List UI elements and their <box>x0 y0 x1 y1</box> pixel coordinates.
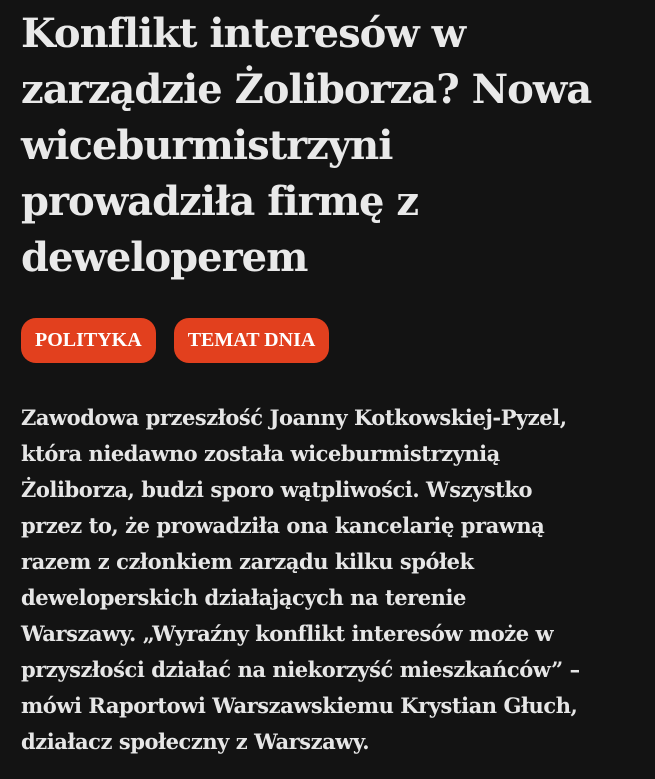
lead-line: działacz społeczny z Warszawy. <box>21 729 370 754</box>
title-line: Konflikt interesów w <box>21 10 466 57</box>
lead-line: deweloperskich działających na terenie <box>21 585 466 610</box>
lead-line: Warszawy. „Wyraźny konflikt interesów może w <box>21 621 554 646</box>
title-line: wiceburmistrzyni <box>21 122 393 169</box>
lead-line: przez to, że prowadziła ona kancelarię prawną <box>21 513 545 538</box>
lead-line: przyszłości działać na niekorzyść mieszkańców” – <box>21 657 580 682</box>
tag-polityka[interactable]: POLITYKA <box>21 318 156 363</box>
tag-temat-dnia[interactable]: TEMAT DNIA <box>174 318 330 363</box>
lead-line: Zawodowa przeszłość Joanny Kotkowskiej-Pyzel, <box>21 405 567 430</box>
lead-line: Żoliborza, budzi sporo wątpliwości. Wszystko <box>21 477 533 502</box>
category-tags <box>21 318 329 363</box>
lead-line: która niedawno została wiceburmistrzynią <box>21 441 500 466</box>
title-line: prowadziła firmę z <box>21 178 419 225</box>
lead-line: mówi Raportowi Warszawskiemu Krystian Głuch, <box>21 693 578 718</box>
title-line: zarządzie Żoliborza? Nowa <box>21 66 592 113</box>
lead-line: razem z członkiem zarządu kilku spółek <box>21 549 474 574</box>
article-title <box>21 6 641 286</box>
title-line: deweloperem <box>21 234 308 281</box>
article-lead <box>21 400 636 760</box>
